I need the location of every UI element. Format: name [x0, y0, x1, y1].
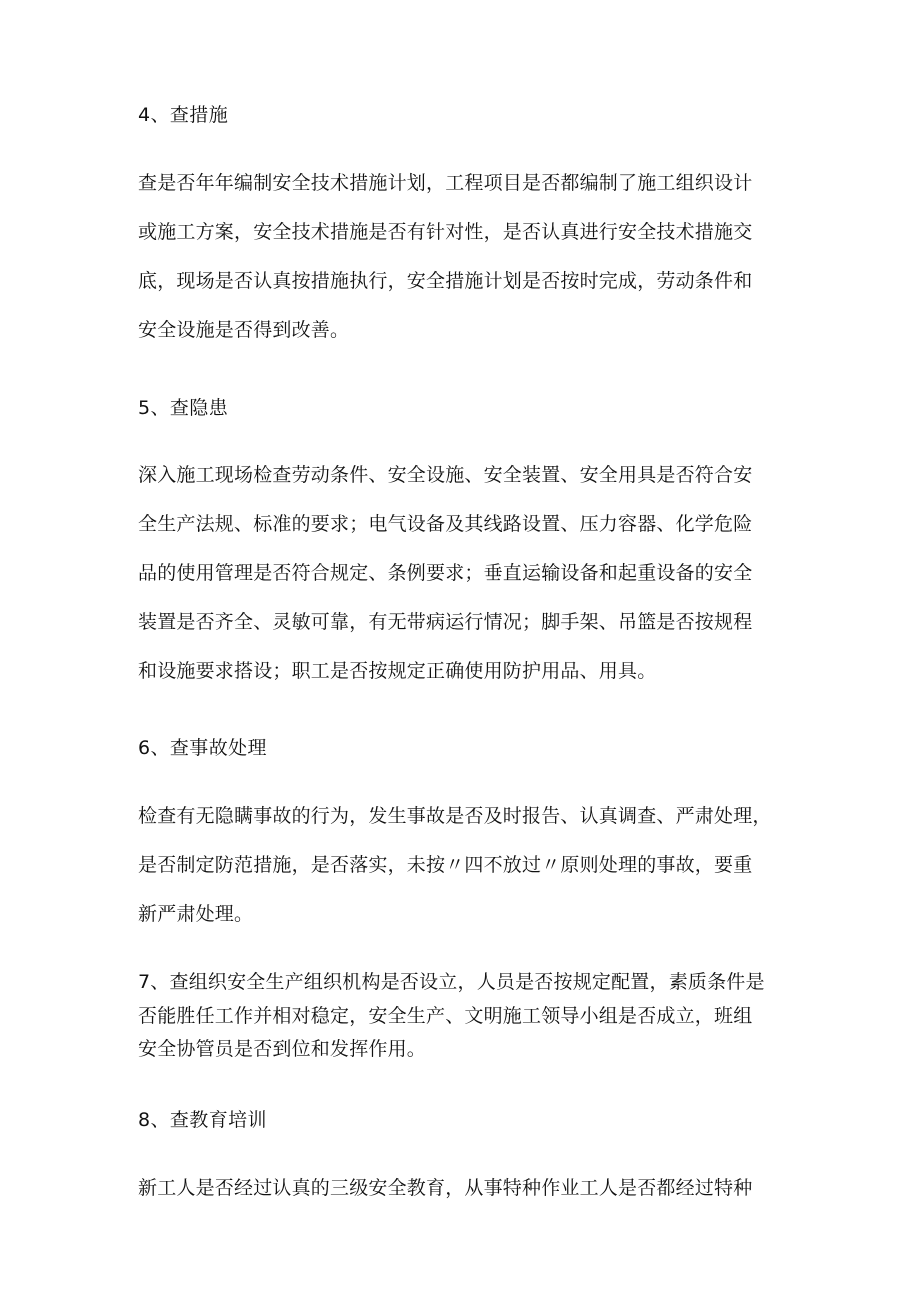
paragraph-line: 品的使用管理是否符合规定、条例要求；垂直运输设备和起重设备的安全	[138, 562, 753, 584]
section-heading-8: 8、查教育培训	[138, 1109, 267, 1131]
section-heading-5: 5、查隐患	[138, 397, 229, 419]
paragraph-line: 安全设施是否得到改善。	[138, 319, 350, 341]
paragraph-line: 安全协管员是否到位和发挥作用。	[138, 1038, 427, 1060]
paragraph-line: 新严肃处理。	[138, 903, 254, 925]
paragraph-line: 检查有无隐瞒事故的行为，发生事故是否及时报告、认真调查、严肃处理，	[138, 805, 772, 827]
paragraph-line: 新工人是否经过认真的三级安全教育，从事特种作业工人是否都经过特种	[138, 1177, 753, 1199]
paragraph-line: 否能胜任工作并相对稳定，安全生产、文明施工领导小组是否成立，班组	[138, 1005, 753, 1027]
section-heading-4: 4、查措施	[138, 104, 229, 126]
paragraph-line: 查是否年年编制安全技术措施计划，工程项目是否都编制了施工组织设计	[138, 172, 753, 194]
paragraph-line: 是否制定防范措施，是否落实，未按〃四不放过〃原则处理的事故，要重	[138, 854, 753, 876]
paragraph-line: 全生产法规、标准的要求；电气设备及其线路设置、压力容器、化学危险	[138, 513, 753, 535]
paragraph-line: 装置是否齐全、灵敏可靠，有无带病运行情况；脚手架、吊篮是否按规程	[138, 611, 753, 633]
paragraph-line: 底，现场是否认真按措施执行，安全措施计划是否按时完成，劳动条件和	[138, 270, 753, 292]
section-heading-6: 6、查事故处理	[138, 737, 267, 759]
paragraph-line: 或施工方案，安全技术措施是否有针对性，是否认真进行安全技术措施交	[138, 221, 753, 243]
paragraph-line: 深入施工现场检查劳动条件、安全设施、安全装置、安全用具是否符合安	[138, 464, 753, 486]
paragraph-line: 和设施要求搭设；职工是否按规定正确使用防护用品、用具。	[138, 660, 657, 682]
paragraph-line: 7、查组织安全生产组织机构是否设立，人员是否按规定配置，素质条件是	[138, 971, 765, 993]
